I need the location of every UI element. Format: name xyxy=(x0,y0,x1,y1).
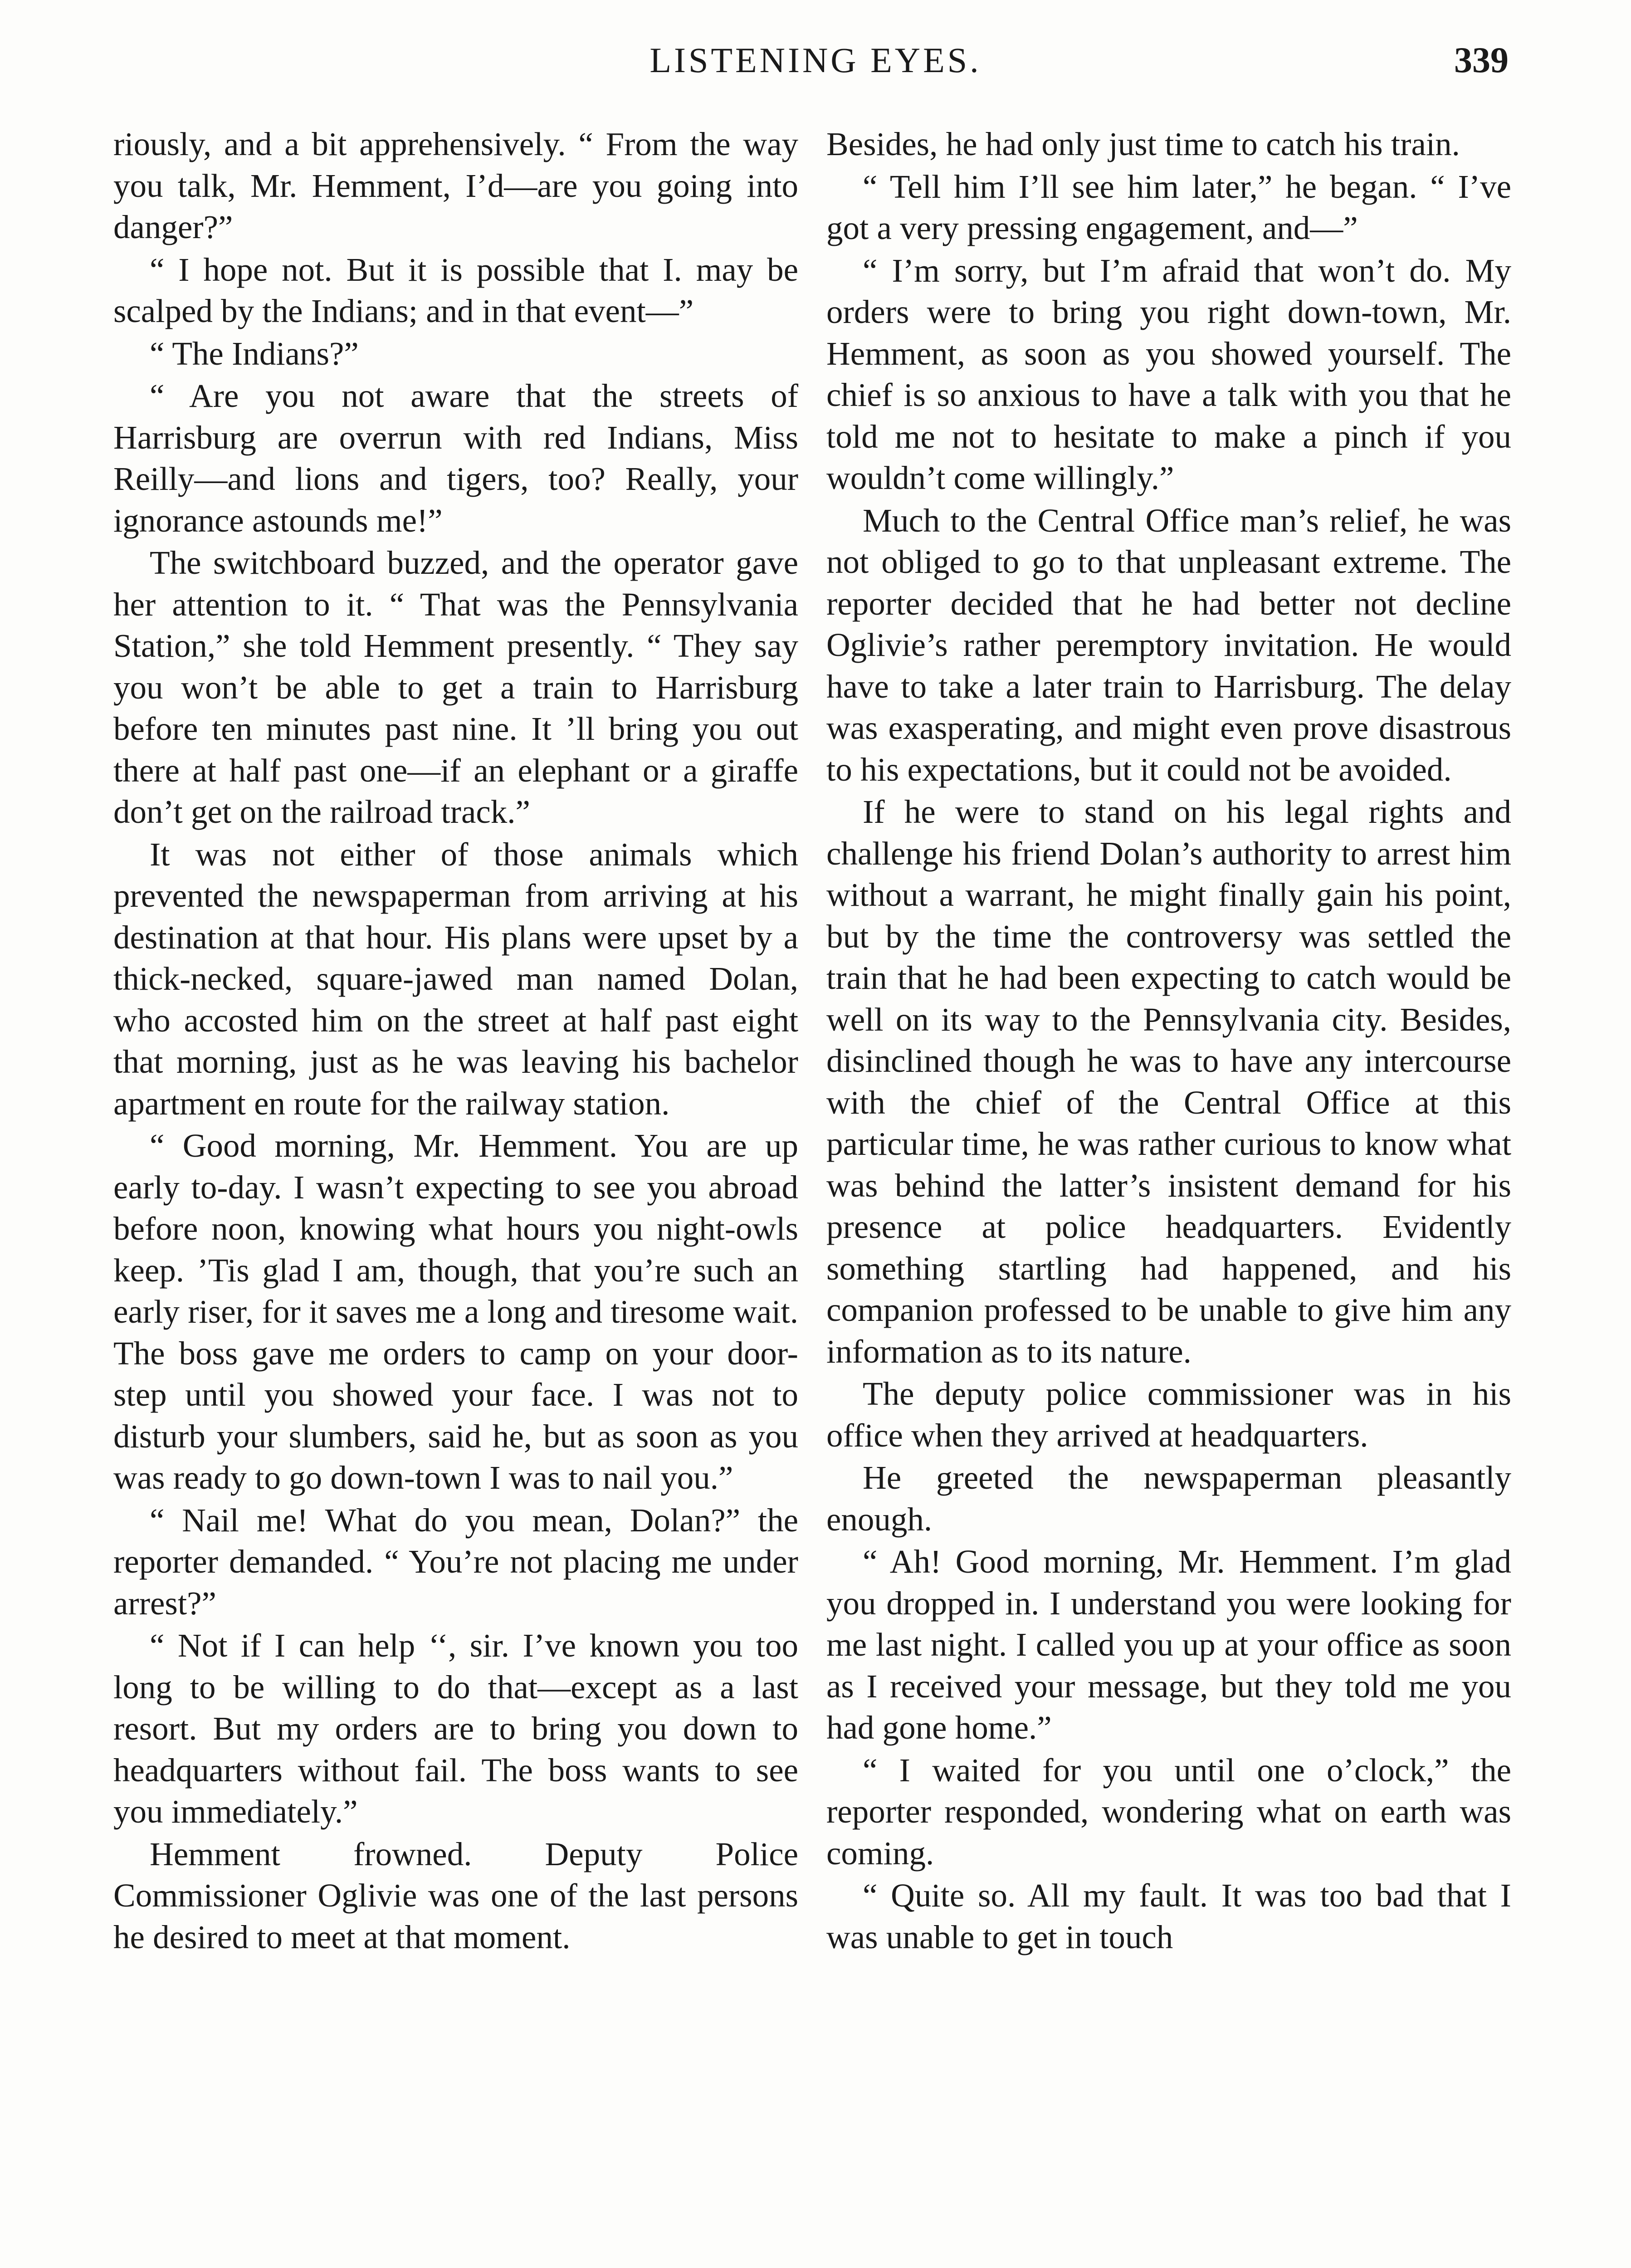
paragraph: “ Good morning, Mr. Hemment. You are up early to-day. I wasn’t expecting to see you abroad before noon, knowing what hours you night-owls keep. ’Tis glad I am, though, that you’re such an early riser, for it saves me a long and tiresome wait. The boss gave me orders to camp on your door-step until you showed your face. I was not to disturb your slumbers, said he, but as soon as you was ready to go down-town I was to nail you.” xyxy=(113,1127,798,1496)
paragraph: riously, and a bit apprehensively. “ From the way you talk, Mr. Hemment, I’d—are you going into danger?” xyxy=(113,126,798,245)
paragraph: “ Not if I can help ‘‘, sir. I’ve known you too long to be willing to do that—except as a last resort. But my orders are to bring you down to headquarters without fail. The boss wants to see you immediately.” xyxy=(113,1627,798,1830)
paragraph: “ I waited for you until one o’clock,” the reporter responded, wondering what on earth was coming. xyxy=(826,1751,1511,1872)
paragraph: “ I hope not. But it is possible that I. may be scalped by the Indians; and in that event—” xyxy=(113,251,798,329)
paragraph: “ Ah! Good morning, Mr. Hemment. I’m glad you dropped in. I understand you were looking for me last night. I called you up at your office as soon as I received your message, but they told me you had gone home.” xyxy=(826,1543,1511,1746)
paragraph: “ Tell him I’ll see him later,” he began. “ I’ve got a very pressing engagement, and—” xyxy=(826,168,1511,246)
paragraph: “ The Indians?” xyxy=(150,335,359,372)
paragraph: “ I’m sorry, but I’m afraid that won’t do. My orders were to bring you right down-town, Mr. Hemment, as soon as you showed yourself. The chief is so anxious to have a talk with you that he told me not to hesitate to make a pinch if you wouldn’t come willingly.” xyxy=(826,252,1511,496)
paragraph: Hemment frowned. Deputy Police Commissioner Oglivie was one of the last persons he desired to meet at that moment. xyxy=(113,1835,798,1955)
right-column xyxy=(826,123,1511,1958)
paragraph: Much to the Central Office man’s relief, he was not obliged to go to that unpleasant extreme. The reporter decided that he had better not decline Oglivie’s rather peremptory invitation. He would have to take a later train to Harrisburg. The delay was exasperating, and might even prove disastrous to his expectations, but it could not be avoided. xyxy=(826,502,1511,788)
paragraph: “ Quite so. All my fault. It was too bad that I was unable to get in touch xyxy=(826,1877,1511,1955)
left-column xyxy=(113,123,798,1958)
page-number: 339 xyxy=(1454,40,1509,80)
paragraph: The deputy police commissioner was in his office when they arrived at headquarters. xyxy=(826,1375,1511,1454)
paragraph: It was not either of those animals which prevented the newspaperman from arriving at his destination at that hour. His plans were upset by a thick-necked, square-jawed man named Dolan, who accosted him on the street at half past eight that morning, just as he was leaving his bachelor apartment en route for the railway station. xyxy=(113,836,798,1122)
running-title: LISTENING EYES. xyxy=(649,40,982,80)
paragraph: If he were to stand on his legal rights and challenge his friend Dolan’s authority to arrest him without a warrant, he might finally gain his point, but by the time the controversy was settled the train that he had been expecting to catch would be well on its way to the Pennsylvania city. Besides, disinclined though he was to have any intercourse with the chief of the Central Office at this particular time, he was rather curious to know what was behind the latter’s insistent demand for his presence at police headquarters. Evidently something startling had happened, and his companion professed to be unable to give him any information as to its nature. xyxy=(826,793,1511,1370)
paragraph: He greeted the newspaperman pleasantly enough. xyxy=(826,1459,1511,1538)
paragraph: “ Are you not aware that the streets of Harrisburg are overrun with red Indians, Miss Reilly—and lions and tigers, too? Really, your ignorance astounds me!” xyxy=(113,377,798,539)
paragraph: “ Nail me! What do you mean, Dolan?” the reporter demanded. “ You’re not placing me under arrest?” xyxy=(113,1501,798,1622)
running-head xyxy=(0,40,1631,90)
paragraph: The switchboard buzzed, and the operator gave her attention to it. “ That was the Pennsylvania Station,” she told Hemment presently. “ They say you won’t be able to get a train to Harrisburg before ten minutes past nine. It ’ll bring you out there at half past one—if an elephant or a giraffe don’t get on the railroad track.” xyxy=(113,544,798,830)
paragraph: Besides, he had only just time to catch his train. xyxy=(826,126,1460,162)
